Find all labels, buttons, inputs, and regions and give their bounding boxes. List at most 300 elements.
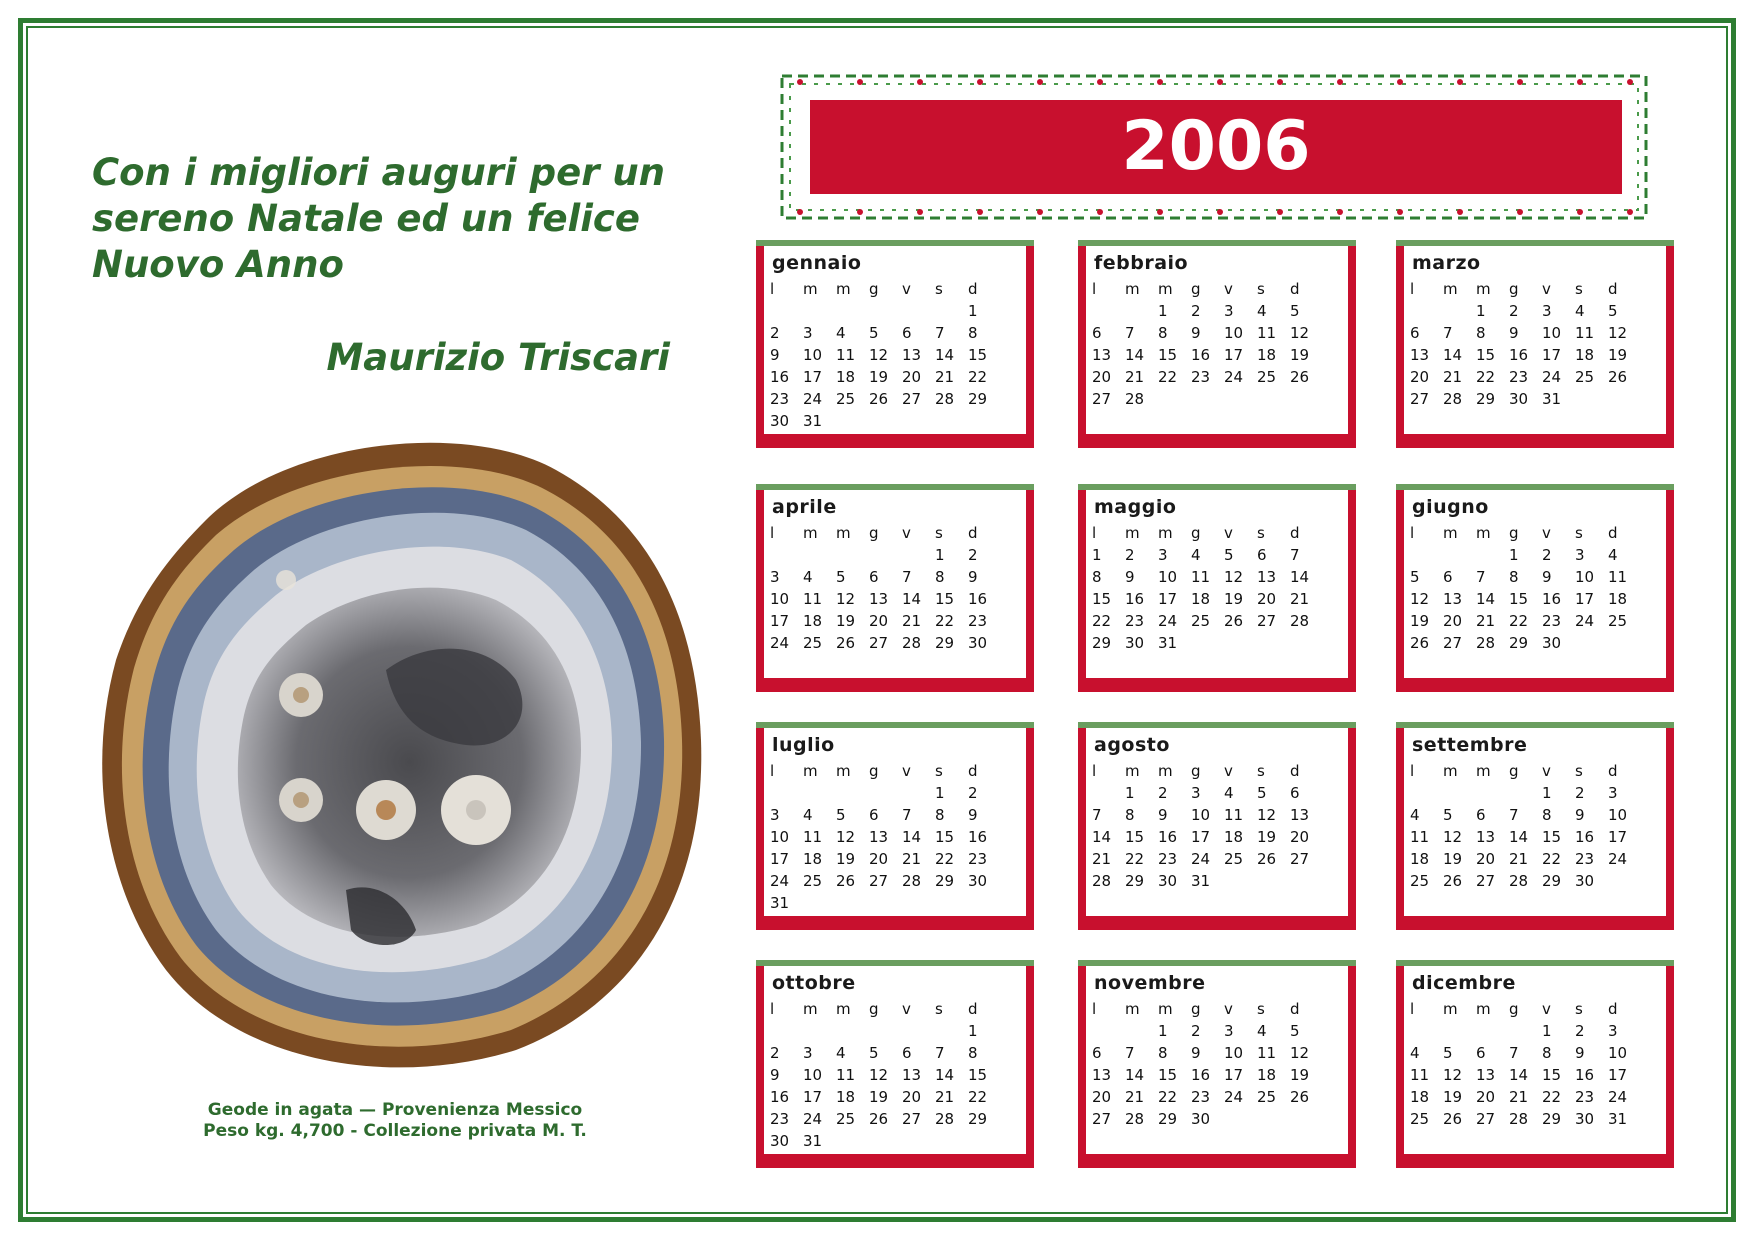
day-number: 3 bbox=[1191, 784, 1201, 802]
day-number: 23 bbox=[1575, 1088, 1595, 1106]
geode-image bbox=[86, 410, 726, 1080]
day-number: 2 bbox=[1125, 546, 1135, 564]
day-number: 23 bbox=[1542, 612, 1562, 630]
day-number: 21 bbox=[902, 612, 922, 630]
day-number: 1 bbox=[968, 1022, 978, 1040]
day-number: 23 bbox=[770, 390, 790, 408]
day-number: 12 bbox=[869, 346, 889, 364]
day-number: 6 bbox=[1092, 1044, 1102, 1062]
day-number: 4 bbox=[1575, 302, 1585, 320]
day-number: 28 bbox=[1509, 872, 1529, 890]
day-number: 7 bbox=[1092, 806, 1102, 824]
day-number: 14 bbox=[1476, 590, 1496, 608]
weekday-label: g bbox=[1509, 524, 1519, 542]
month-name: agosto bbox=[1094, 734, 1170, 756]
day-number: 30 bbox=[770, 1132, 790, 1150]
day-number: 2 bbox=[968, 546, 978, 564]
day-number: 22 bbox=[1509, 612, 1529, 630]
day-number: 4 bbox=[1257, 302, 1267, 320]
weekday-label: l bbox=[1410, 762, 1415, 780]
day-number: 7 bbox=[1476, 568, 1486, 586]
day-number: 22 bbox=[1092, 612, 1112, 630]
weekday-label: l bbox=[1092, 280, 1097, 298]
month-novembre bbox=[1078, 960, 1356, 1168]
weekday-label: m bbox=[836, 1000, 851, 1018]
weekday-label: m bbox=[803, 524, 818, 542]
day-number: 8 bbox=[1158, 1044, 1168, 1062]
day-number: 10 bbox=[1158, 568, 1178, 586]
day-number: 17 bbox=[770, 850, 790, 868]
day-number: 28 bbox=[1443, 390, 1463, 408]
day-number: 20 bbox=[902, 368, 922, 386]
day-number: 10 bbox=[1224, 324, 1244, 342]
day-number: 10 bbox=[1542, 324, 1562, 342]
day-number: 3 bbox=[1224, 302, 1234, 320]
caption-line: Peso kg. 4,700 - Collezione privata M. T. bbox=[203, 1121, 587, 1141]
day-number: 13 bbox=[869, 590, 889, 608]
day-number: 26 bbox=[1290, 368, 1310, 386]
day-number: 25 bbox=[836, 1110, 856, 1128]
day-number: 24 bbox=[1575, 612, 1595, 630]
day-number: 4 bbox=[1257, 1022, 1267, 1040]
weekday-label: v bbox=[1542, 1000, 1551, 1018]
day-number: 22 bbox=[1158, 368, 1178, 386]
weekday-label: d bbox=[1608, 524, 1618, 542]
day-number: 9 bbox=[1158, 806, 1168, 824]
day-number: 11 bbox=[836, 1066, 856, 1084]
day-number: 22 bbox=[935, 850, 955, 868]
weekday-label: m bbox=[1476, 1000, 1491, 1018]
weekday-label: l bbox=[1092, 762, 1097, 780]
weekday-label: m bbox=[1125, 524, 1140, 542]
month-settembre bbox=[1396, 722, 1674, 930]
weekday-label: v bbox=[1542, 280, 1551, 298]
day-number: 19 bbox=[869, 368, 889, 386]
weekday-label: s bbox=[1575, 280, 1583, 298]
day-number: 29 bbox=[1092, 634, 1112, 652]
day-number: 23 bbox=[770, 1110, 790, 1128]
day-number: 27 bbox=[1476, 872, 1496, 890]
month-dicembre bbox=[1396, 960, 1674, 1168]
day-number: 5 bbox=[1443, 1044, 1453, 1062]
day-number: 3 bbox=[1608, 784, 1618, 802]
day-number: 13 bbox=[869, 828, 889, 846]
day-number: 14 bbox=[1125, 346, 1145, 364]
day-number: 22 bbox=[1542, 850, 1562, 868]
day-number: 10 bbox=[1608, 1044, 1628, 1062]
day-number: 5 bbox=[1257, 784, 1267, 802]
day-number: 26 bbox=[1443, 872, 1463, 890]
weekday-label: d bbox=[1290, 280, 1300, 298]
weekday-label: s bbox=[1575, 1000, 1583, 1018]
day-number: 20 bbox=[869, 850, 889, 868]
weekday-label: s bbox=[1257, 524, 1265, 542]
day-number: 6 bbox=[1476, 806, 1486, 824]
day-number: 25 bbox=[803, 872, 823, 890]
day-number: 12 bbox=[1443, 1066, 1463, 1084]
day-number: 13 bbox=[1443, 590, 1463, 608]
day-number: 8 bbox=[1542, 806, 1552, 824]
day-number: 2 bbox=[968, 784, 978, 802]
day-number: 21 bbox=[1092, 850, 1112, 868]
weekday-label: v bbox=[1224, 1000, 1233, 1018]
day-number: 27 bbox=[1410, 390, 1430, 408]
day-number: 29 bbox=[935, 634, 955, 652]
greeting-line: Con i migliori auguri per un bbox=[92, 151, 666, 194]
day-number: 2 bbox=[1575, 1022, 1585, 1040]
weekday-label: d bbox=[1290, 762, 1300, 780]
weekday-label: s bbox=[935, 1000, 943, 1018]
day-number: 26 bbox=[1443, 1110, 1463, 1128]
day-number: 19 bbox=[1608, 346, 1628, 364]
weekday-label: m bbox=[803, 280, 818, 298]
day-number: 25 bbox=[1410, 872, 1430, 890]
weekday-label: g bbox=[1509, 1000, 1519, 1018]
day-number: 21 bbox=[1509, 850, 1529, 868]
weekday-label: m bbox=[1158, 524, 1173, 542]
day-number: 15 bbox=[1476, 346, 1496, 364]
day-number: 21 bbox=[1476, 612, 1496, 630]
weekday-label: s bbox=[1257, 762, 1265, 780]
day-number: 25 bbox=[1224, 850, 1244, 868]
day-number: 12 bbox=[869, 1066, 889, 1084]
weekday-label: g bbox=[1191, 1000, 1201, 1018]
day-number: 31 bbox=[803, 412, 823, 430]
day-number: 29 bbox=[1542, 1110, 1562, 1128]
day-number: 20 bbox=[1410, 368, 1430, 386]
day-number: 24 bbox=[1542, 368, 1562, 386]
day-number: 9 bbox=[770, 1066, 780, 1084]
day-number: 15 bbox=[935, 828, 955, 846]
weekday-label: m bbox=[1125, 280, 1140, 298]
day-number: 10 bbox=[770, 828, 790, 846]
day-number: 25 bbox=[1608, 612, 1628, 630]
weekday-label: l bbox=[1410, 524, 1415, 542]
day-number: 16 bbox=[1509, 346, 1529, 364]
month-name: febbraio bbox=[1094, 252, 1189, 274]
day-number: 17 bbox=[1608, 1066, 1628, 1084]
greeting-line: sereno Natale ed un felice bbox=[92, 197, 640, 240]
day-number: 30 bbox=[968, 634, 988, 652]
day-number: 19 bbox=[1257, 828, 1277, 846]
day-number: 31 bbox=[770, 894, 790, 912]
day-number: 23 bbox=[1191, 1088, 1211, 1106]
month-name: settembre bbox=[1412, 734, 1528, 756]
day-number: 17 bbox=[1608, 828, 1628, 846]
day-number: 3 bbox=[1542, 302, 1552, 320]
day-number: 12 bbox=[1290, 1044, 1310, 1062]
day-number: 29 bbox=[1158, 1110, 1178, 1128]
day-number: 28 bbox=[1125, 1110, 1145, 1128]
day-number: 28 bbox=[1125, 390, 1145, 408]
month-name: maggio bbox=[1094, 496, 1177, 518]
day-number: 12 bbox=[1224, 568, 1244, 586]
day-number: 8 bbox=[1509, 568, 1519, 586]
day-number: 11 bbox=[1224, 806, 1244, 824]
day-number: 16 bbox=[1542, 590, 1562, 608]
day-number: 3 bbox=[1608, 1022, 1618, 1040]
day-number: 10 bbox=[803, 346, 823, 364]
day-number: 21 bbox=[1290, 590, 1310, 608]
day-number: 14 bbox=[1509, 1066, 1529, 1084]
day-number: 9 bbox=[1191, 324, 1201, 342]
day-number: 29 bbox=[1509, 634, 1529, 652]
day-number: 27 bbox=[869, 634, 889, 652]
weekday-label: g bbox=[869, 524, 879, 542]
day-number: 11 bbox=[803, 590, 823, 608]
day-number: 31 bbox=[1191, 872, 1211, 890]
day-number: 5 bbox=[836, 568, 846, 586]
day-number: 5 bbox=[1443, 806, 1453, 824]
day-number: 27 bbox=[1290, 850, 1310, 868]
weekday-label: v bbox=[1542, 762, 1551, 780]
day-number: 14 bbox=[902, 590, 922, 608]
day-number: 17 bbox=[1224, 346, 1244, 364]
greeting-line: Nuovo Anno bbox=[92, 243, 344, 286]
day-number: 25 bbox=[1575, 368, 1595, 386]
day-number: 4 bbox=[1410, 1044, 1420, 1062]
day-number: 30 bbox=[1191, 1110, 1211, 1128]
weekday-label: g bbox=[869, 762, 879, 780]
day-number: 27 bbox=[1443, 634, 1463, 652]
day-number: 30 bbox=[968, 872, 988, 890]
day-number: 21 bbox=[902, 850, 922, 868]
weekday-label: m bbox=[1443, 1000, 1458, 1018]
day-number: 12 bbox=[1257, 806, 1277, 824]
day-number: 5 bbox=[1608, 302, 1618, 320]
weekday-label: d bbox=[1608, 280, 1618, 298]
weekday-label: g bbox=[869, 280, 879, 298]
day-number: 31 bbox=[803, 1132, 823, 1150]
day-number: 22 bbox=[1542, 1088, 1562, 1106]
day-number: 15 bbox=[1509, 590, 1529, 608]
day-number: 15 bbox=[1158, 346, 1178, 364]
day-number: 23 bbox=[1509, 368, 1529, 386]
day-number: 26 bbox=[1410, 634, 1430, 652]
day-number: 30 bbox=[770, 412, 790, 430]
day-number: 25 bbox=[1191, 612, 1211, 630]
greeting-text bbox=[92, 150, 692, 288]
weekday-label: s bbox=[935, 280, 943, 298]
day-number: 11 bbox=[836, 346, 856, 364]
day-number: 19 bbox=[836, 850, 856, 868]
day-number: 3 bbox=[803, 324, 813, 342]
day-number: 2 bbox=[1575, 784, 1585, 802]
day-number: 18 bbox=[1257, 346, 1277, 364]
day-number: 3 bbox=[1575, 546, 1585, 564]
day-number: 29 bbox=[1476, 390, 1496, 408]
day-number: 7 bbox=[902, 806, 912, 824]
weekday-label: g bbox=[1509, 280, 1519, 298]
weekday-label: s bbox=[1575, 524, 1583, 542]
day-number: 26 bbox=[836, 872, 856, 890]
day-number: 16 bbox=[1191, 1066, 1211, 1084]
day-number: 17 bbox=[1224, 1066, 1244, 1084]
day-number: 26 bbox=[1224, 612, 1244, 630]
day-number: 7 bbox=[1125, 1044, 1135, 1062]
day-number: 14 bbox=[1125, 1066, 1145, 1084]
day-number: 8 bbox=[1542, 1044, 1552, 1062]
day-number: 18 bbox=[1575, 346, 1595, 364]
day-number: 5 bbox=[869, 1044, 879, 1062]
weekday-label: d bbox=[968, 1000, 978, 1018]
day-number: 12 bbox=[1410, 590, 1430, 608]
day-number: 22 bbox=[968, 368, 988, 386]
day-number: 21 bbox=[1125, 368, 1145, 386]
day-number: 13 bbox=[1092, 346, 1112, 364]
caption-line: Geode in agata — Provenienza Messico bbox=[207, 1100, 583, 1120]
day-number: 27 bbox=[1257, 612, 1277, 630]
day-number: 14 bbox=[1092, 828, 1112, 846]
weekday-label: m bbox=[836, 280, 851, 298]
day-number: 20 bbox=[1092, 368, 1112, 386]
month-name: ottobre bbox=[772, 972, 856, 994]
day-number: 13 bbox=[1092, 1066, 1112, 1084]
weekday-label: d bbox=[968, 524, 978, 542]
weekday-label: m bbox=[836, 762, 851, 780]
day-number: 18 bbox=[1191, 590, 1211, 608]
day-number: 10 bbox=[803, 1066, 823, 1084]
day-number: 14 bbox=[1290, 568, 1310, 586]
weekday-label: v bbox=[902, 1000, 911, 1018]
day-number: 13 bbox=[1257, 568, 1277, 586]
day-number: 4 bbox=[1224, 784, 1234, 802]
day-number: 25 bbox=[1410, 1110, 1430, 1128]
day-number: 16 bbox=[770, 1088, 790, 1106]
weekday-label: m bbox=[803, 762, 818, 780]
day-number: 24 bbox=[770, 872, 790, 890]
day-number: 20 bbox=[1476, 850, 1496, 868]
day-number: 2 bbox=[1191, 1022, 1201, 1040]
day-number: 14 bbox=[1443, 346, 1463, 364]
day-number: 26 bbox=[1257, 850, 1277, 868]
weekday-label: m bbox=[836, 524, 851, 542]
day-number: 17 bbox=[1575, 590, 1595, 608]
day-number: 18 bbox=[1410, 1088, 1430, 1106]
weekday-label: m bbox=[1125, 1000, 1140, 1018]
day-number: 8 bbox=[1092, 568, 1102, 586]
day-number: 28 bbox=[935, 1110, 955, 1128]
day-number: 22 bbox=[935, 612, 955, 630]
day-number: 9 bbox=[1575, 1044, 1585, 1062]
month-maggio bbox=[1078, 484, 1356, 692]
weekday-label: d bbox=[968, 762, 978, 780]
day-number: 5 bbox=[836, 806, 846, 824]
weekday-label: v bbox=[902, 762, 911, 780]
weekday-label: v bbox=[902, 524, 911, 542]
month-name: novembre bbox=[1094, 972, 1206, 994]
day-number: 1 bbox=[1158, 1022, 1168, 1040]
day-number: 29 bbox=[1125, 872, 1145, 890]
day-number: 25 bbox=[1257, 368, 1277, 386]
weekday-label: m bbox=[1158, 762, 1173, 780]
day-number: 8 bbox=[1125, 806, 1135, 824]
day-number: 6 bbox=[1443, 568, 1453, 586]
day-number: 29 bbox=[968, 390, 988, 408]
day-number: 16 bbox=[1575, 1066, 1595, 1084]
day-number: 31 bbox=[1542, 390, 1562, 408]
day-number: 6 bbox=[1476, 1044, 1486, 1062]
day-number: 11 bbox=[1410, 828, 1430, 846]
day-number: 16 bbox=[1158, 828, 1178, 846]
weekday-label: l bbox=[770, 280, 775, 298]
day-number: 9 bbox=[1575, 806, 1585, 824]
day-number: 3 bbox=[770, 806, 780, 824]
day-number: 23 bbox=[968, 612, 988, 630]
day-number: 23 bbox=[1575, 850, 1595, 868]
day-number: 22 bbox=[1476, 368, 1496, 386]
month-name: giugno bbox=[1412, 496, 1489, 518]
day-number: 23 bbox=[1125, 612, 1145, 630]
day-number: 28 bbox=[1509, 1110, 1529, 1128]
day-number: 9 bbox=[968, 806, 978, 824]
day-number: 3 bbox=[803, 1044, 813, 1062]
day-number: 21 bbox=[935, 1088, 955, 1106]
day-number: 3 bbox=[1158, 546, 1168, 564]
day-number: 14 bbox=[935, 1066, 955, 1084]
day-number: 7 bbox=[1443, 324, 1453, 342]
day-number: 5 bbox=[1224, 546, 1234, 564]
day-number: 27 bbox=[902, 1110, 922, 1128]
day-number: 6 bbox=[869, 806, 879, 824]
weekday-label: m bbox=[1125, 762, 1140, 780]
day-number: 6 bbox=[1410, 324, 1420, 342]
weekday-label: v bbox=[902, 280, 911, 298]
weekday-label: m bbox=[1158, 280, 1173, 298]
day-number: 27 bbox=[869, 872, 889, 890]
day-number: 21 bbox=[1443, 368, 1463, 386]
weekday-label: g bbox=[1191, 524, 1201, 542]
weekday-label: s bbox=[935, 762, 943, 780]
weekday-label: s bbox=[935, 524, 943, 542]
day-number: 24 bbox=[803, 1110, 823, 1128]
year-title: 2006 bbox=[1121, 107, 1311, 186]
day-number: 24 bbox=[1608, 850, 1628, 868]
day-number: 1 bbox=[1542, 784, 1552, 802]
day-number: 3 bbox=[770, 568, 780, 586]
day-number: 28 bbox=[1476, 634, 1496, 652]
day-number: 15 bbox=[1542, 828, 1562, 846]
day-number: 16 bbox=[968, 828, 988, 846]
day-number: 25 bbox=[1257, 1088, 1277, 1106]
day-number: 30 bbox=[1509, 390, 1529, 408]
day-number: 10 bbox=[1608, 806, 1628, 824]
day-number: 7 bbox=[1509, 1044, 1519, 1062]
day-number: 15 bbox=[1158, 1066, 1178, 1084]
month-name: luglio bbox=[772, 734, 835, 756]
day-number: 11 bbox=[1191, 568, 1211, 586]
day-number: 8 bbox=[968, 324, 978, 342]
day-number: 19 bbox=[1443, 1088, 1463, 1106]
weekday-label: v bbox=[1224, 762, 1233, 780]
day-number: 27 bbox=[1476, 1110, 1496, 1128]
day-number: 27 bbox=[1092, 390, 1112, 408]
day-number: 19 bbox=[1410, 612, 1430, 630]
day-number: 29 bbox=[935, 872, 955, 890]
weekday-label: d bbox=[1290, 524, 1300, 542]
day-number: 28 bbox=[902, 634, 922, 652]
day-number: 24 bbox=[1158, 612, 1178, 630]
day-number: 1 bbox=[1092, 546, 1102, 564]
day-number: 23 bbox=[1191, 368, 1211, 386]
day-number: 9 bbox=[1191, 1044, 1201, 1062]
month-gennaio bbox=[756, 240, 1034, 448]
day-number: 8 bbox=[1158, 324, 1168, 342]
day-number: 18 bbox=[1257, 1066, 1277, 1084]
weekday-label: d bbox=[1608, 762, 1618, 780]
weekday-label: l bbox=[770, 762, 775, 780]
day-number: 27 bbox=[1092, 1110, 1112, 1128]
